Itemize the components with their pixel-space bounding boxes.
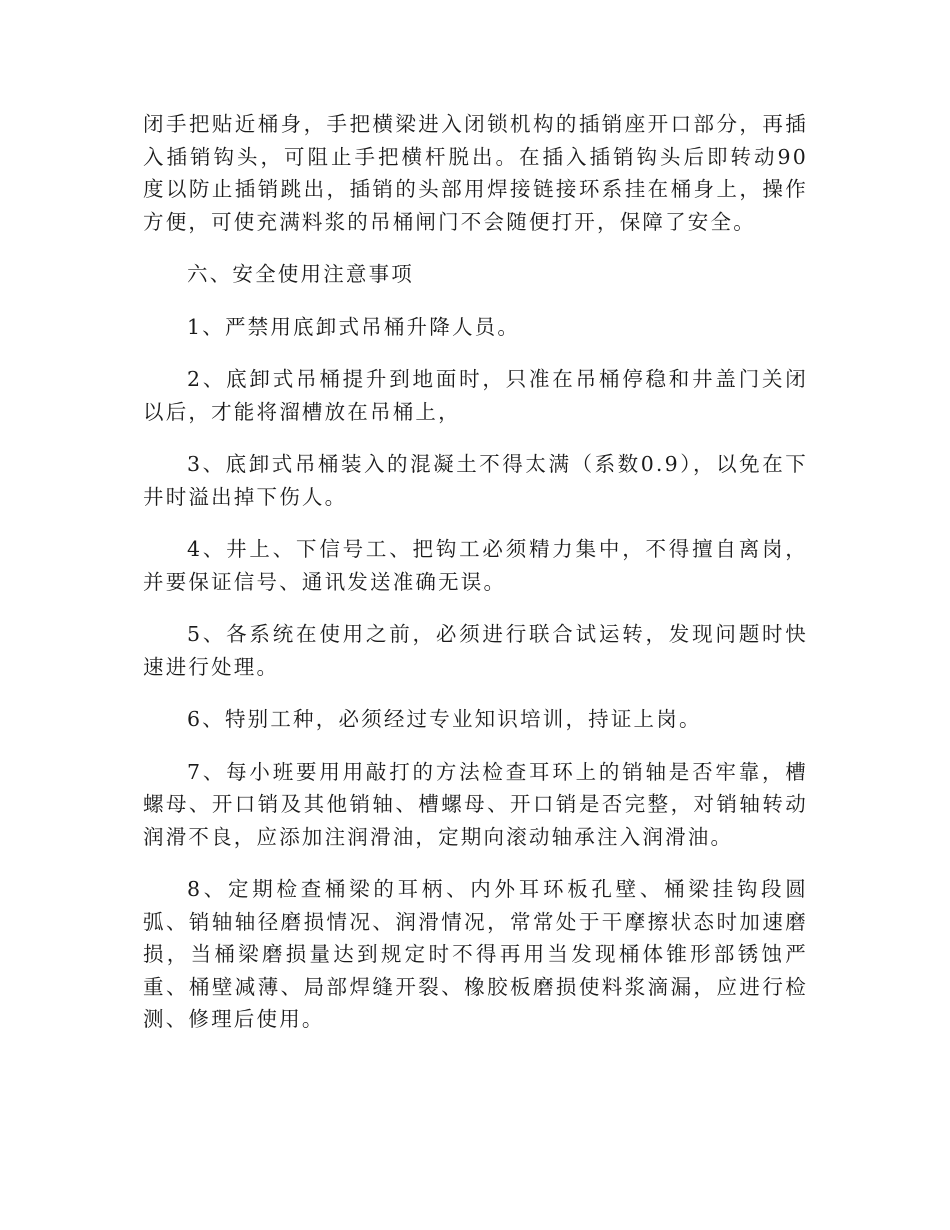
list-item-7: 7、每小班要用用敲打的方法检查耳环上的销轴是否牢靠，槽螺母、开口销及其他销轴、槽螺母、开口销是否完整，对销轴转动润滑不良，应添加注润滑油，定期向滚动轴承注入润滑油。 — [143, 759, 808, 849]
list-item-6: 6、特别工种，必须经过专业知识培训，持证上岗。 — [187, 707, 702, 731]
list-item-4: 4、井上、下信号工、把钩工必须精力集中，不得擅自离岗，并要保证信号、通讯发送准确无误。 — [143, 537, 808, 594]
list-item-3: 3、底卸式吊桶装入的混凝土不得太满（系数0.9），以免在下井时溢出掉下伤人。 — [143, 452, 808, 509]
paragraph-closure-mechanism: 闭手把贴近桶身，手把横梁进入闭锁机构的插销座开口部分，再插入插销钩头，可阻止手把横杆脱出。在插入插销钩头后即转动90度以防止插销跳出，插销的头部用焊接链接环系挂在桶身上，操作方便，可使充满料浆的吊桶闸门不会随便打开，保障了安全。 — [143, 112, 808, 234]
list-item-2: 2、底卸式吊桶提升到地面时，只准在吊桶停稳和井盖门关闭以后，才能将溜槽放在吊桶上， — [143, 367, 808, 424]
list-item-1: 1、严禁用底卸式吊桶升降人员。 — [187, 314, 521, 339]
section-heading-safety-notes: 六、安全使用注意事项 — [187, 262, 414, 286]
document-body — [143, 108, 808, 1056]
list-item-5: 5、各系统在使用之前，必须进行联合试运转，发现问题时快速进行处理。 — [143, 622, 808, 679]
list-item-8: 8、定期检查桶梁的耳柄、内外耳环板孔壁、桶梁挂钩段圆弧、销轴轴径磨损情况、润滑情况，常常处于干摩擦状态时加速磨损，当桶梁磨损量达到规定时不得再用当发现桶体锥形部锈蚀严重、桶壁减薄、局部焊缝开裂、橡胶板磨损使料浆滴漏，应进行检测、修理后使用。 — [143, 877, 808, 1031]
